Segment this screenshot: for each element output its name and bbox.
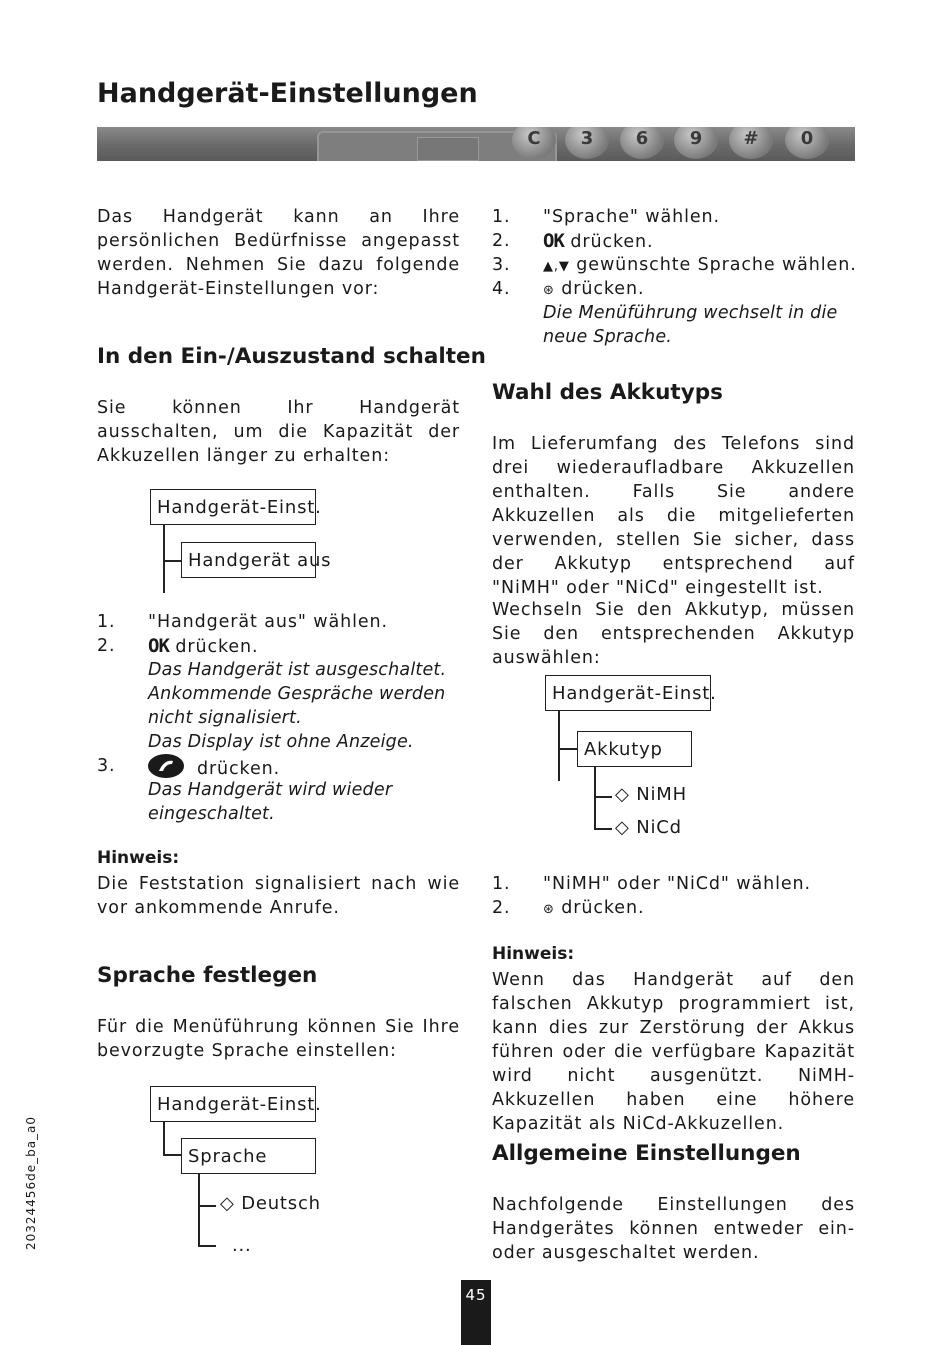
menu-box-battery-type: Akkutyp [577, 731, 692, 767]
intro-paragraph: Das Handgerät kann an Ihre persönlichen Bedürfnisse angepasst werden. Nehmen Sie dazu folgende Handgerät-Einstellungen vor: [97, 207, 460, 299]
section-heading-power: In den Ein-/Auszustand schalten [97, 344, 486, 369]
power-note-2: Das Handgerät wird wieder eingeschaltet. [148, 780, 393, 824]
confirm-key-icon: ⊛ [543, 902, 555, 917]
option-nicd: ◇ NiCd [615, 817, 682, 838]
power-hint-text: Die Feststation signalisiert nach wie vor ankommende Anrufe. [97, 874, 460, 918]
ok-key-icon: OK [543, 230, 564, 252]
power-note: Das Handgerät ist ausgeschaltet. Ankommende Gespräche werden nicht signalisiert. Das Display ist ohne Anzeige. [148, 660, 447, 752]
banner-key: C [512, 127, 556, 159]
handset-key-icon [148, 754, 184, 778]
section-heading-battery: Wahl des Akkutyps [492, 380, 723, 405]
option-nimh: ◇ NiMH [615, 784, 687, 805]
banner-key: 0 [785, 127, 829, 159]
document-code: 20324456de_ba_a0 [24, 1115, 38, 1250]
option-marker-icon: ◇ [615, 817, 630, 838]
power-paragraph: Sie können Ihr Handgerät ausschalten, um die Kapazität der Akkuzellen länger zu erhalten: [97, 398, 460, 466]
option-more: ... [232, 1235, 252, 1256]
option-deutsch: ◇ Deutsch [220, 1193, 321, 1214]
language-paragraph: Für die Menüführung können Sie Ihre bevorzugte Sprache einstellen: [97, 1017, 460, 1061]
battery-hint-label: Hinweis: [492, 944, 575, 964]
option-marker-icon: ◇ [220, 1193, 235, 1214]
option-marker-icon: ◇ [615, 784, 630, 805]
section-heading-general: Allgemeine Einstellungen [492, 1141, 801, 1166]
language-note: Die Menüführung wechselt in die neue Sprache. [543, 303, 838, 347]
confirm-key-icon: ⊛ [543, 283, 555, 298]
menu-box-handset-settings: Handgerät-Einst. [150, 489, 316, 525]
up-down-keys-icon: ▲,▼ [543, 259, 570, 274]
menu-box-handset-off: Handgerät aus [181, 542, 316, 578]
battery-paragraph-2: Wechseln Sie den Akkutyp, müssen Sie den entsprechenden Akkutyp auswählen: [492, 600, 855, 668]
menu-box-handset-settings-3: Handgerät-Einst. [545, 675, 711, 711]
menu-box-handset-settings-2: Handgerät-Einst. [150, 1086, 316, 1122]
battery-hint-text: Wenn das Handgerät auf den falschen Akkutyp programmiert ist, kann dies zur Zerstörung der Akkus führen oder die verfügbare Kapazität wird nicht ausgenützt. NiMH-Akkuzellen haben eine höhere Kapazität als NiCd-Akkuzellen. [492, 970, 855, 1134]
banner-key: 3 [565, 127, 609, 159]
menu-box-language: Sprache [181, 1138, 316, 1174]
handset-banner-image [97, 127, 855, 161]
banner-key: 9 [674, 127, 718, 159]
power-hint-label: Hinweis: [97, 848, 180, 868]
battery-paragraph-1: Im Lieferumfang des Telefons sind drei wiederaufladbare Akkuzellen enthalten. Falls Sie andere Akkuzellen als die mitgelieferten verwenden, stellen Sie sicher, dass der Akkutyp entsprechend auf "NiMH" oder "NiCd" eingestellt ist. [492, 434, 855, 598]
banner-key: 6 [620, 127, 664, 159]
page-number: 45 [461, 1280, 491, 1345]
page-title: Handgerät-Einstellungen [97, 78, 478, 109]
banner-key: # [729, 127, 773, 159]
general-paragraph: Nachfolgende Einstellungen des Handgerätes können entweder ein- oder ausgeschaltet werden. [492, 1195, 855, 1263]
section-heading-language: Sprache festlegen [97, 963, 318, 988]
ok-key-icon: OK [148, 635, 169, 657]
